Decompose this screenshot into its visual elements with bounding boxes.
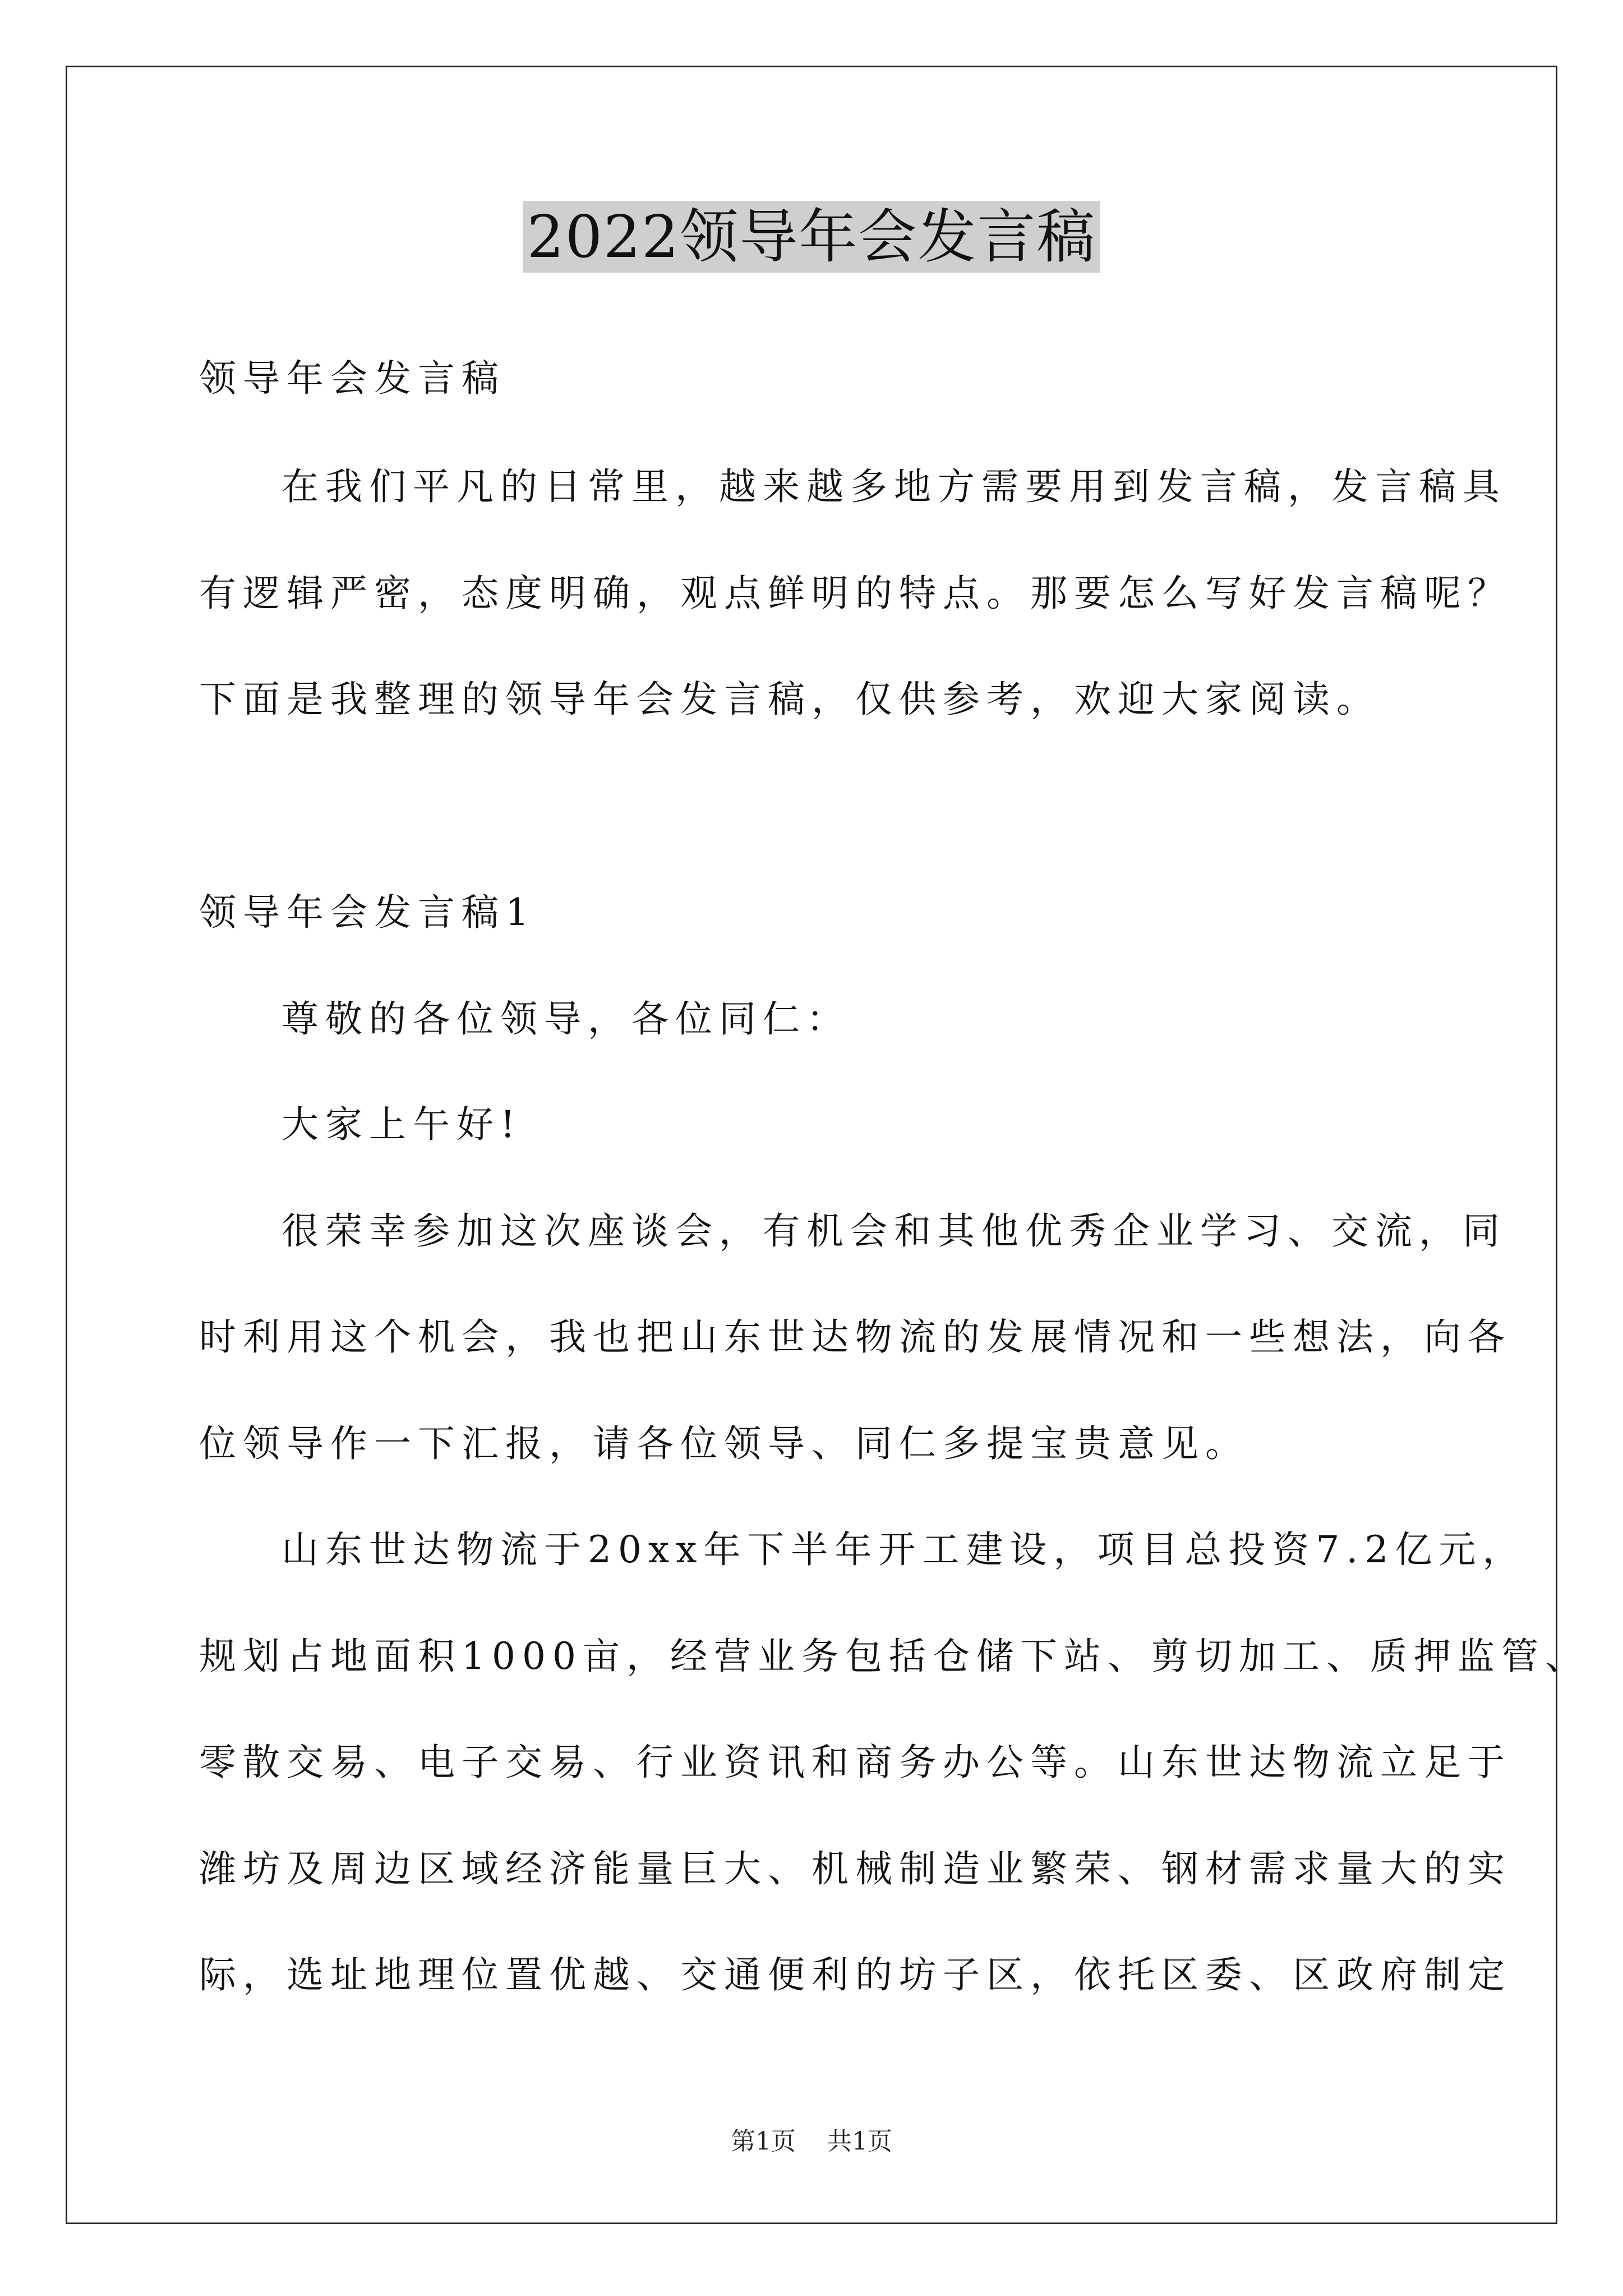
paragraph-line: 规划占地面积1000亩，经营业务包括仓储下站、剪切加工、质押监管、 [199, 1635, 1589, 1678]
paragraph-line: 尊敬的各位领导，各位同仁： [282, 997, 850, 1041]
paragraph-line: 位领导作一下汇报，请各位领导、同仁多提宝贵意见。 [199, 1422, 1249, 1465]
paragraph-line: 山东世达物流于20xx年下半年开工建设，项目总投资7.2亿元， [282, 1528, 1527, 1571]
paragraph-line: 下面是我整理的领导年会发言稿，仅供参考，欢迎大家阅读。 [199, 678, 1380, 721]
paragraph-line: 零散交易、电子交易、行业资讯和商务办公等。山东世达物流立足于 [199, 1741, 1511, 1784]
page-footer [0, 2126, 1623, 2157]
paragraph-line: 际，选址地理位置优越、交通便利的坊子区，依托区委、区政府制定 [199, 1953, 1511, 1996]
paragraph-line: 很荣幸参加这次座谈会，有机会和其他优秀企业学习、交流，同 [282, 1209, 1506, 1253]
paragraph-line: 大家上午好! [282, 1103, 522, 1146]
paragraph-line: 潍坊及周边区域经济能量巨大、机械制造业繁荣、钢材需求量大的实 [199, 1847, 1511, 1890]
paragraph-line: 时利用这个机会，我也把山东世达物流的发展情况和一些想法，向各 [199, 1315, 1511, 1359]
subtitle-line: 领导年会发言稿 [199, 357, 505, 400]
title-container [0, 201, 1623, 273]
paragraph-line: 在我们平凡的日常里，越来越多地方需要用到发言稿，发言稿具 [282, 465, 1506, 508]
section-heading: 领导年会发言稿1 [199, 891, 536, 934]
page-number: 第1页 [731, 2127, 796, 2156]
page-total: 共1页 [827, 2127, 892, 2156]
document-title: 2022领导年会发言稿 [523, 201, 1101, 273]
paragraph-line: 有逻辑严密，态度明确，观点鲜明的特点。那要怎么写好发言稿呢？ [199, 572, 1511, 615]
